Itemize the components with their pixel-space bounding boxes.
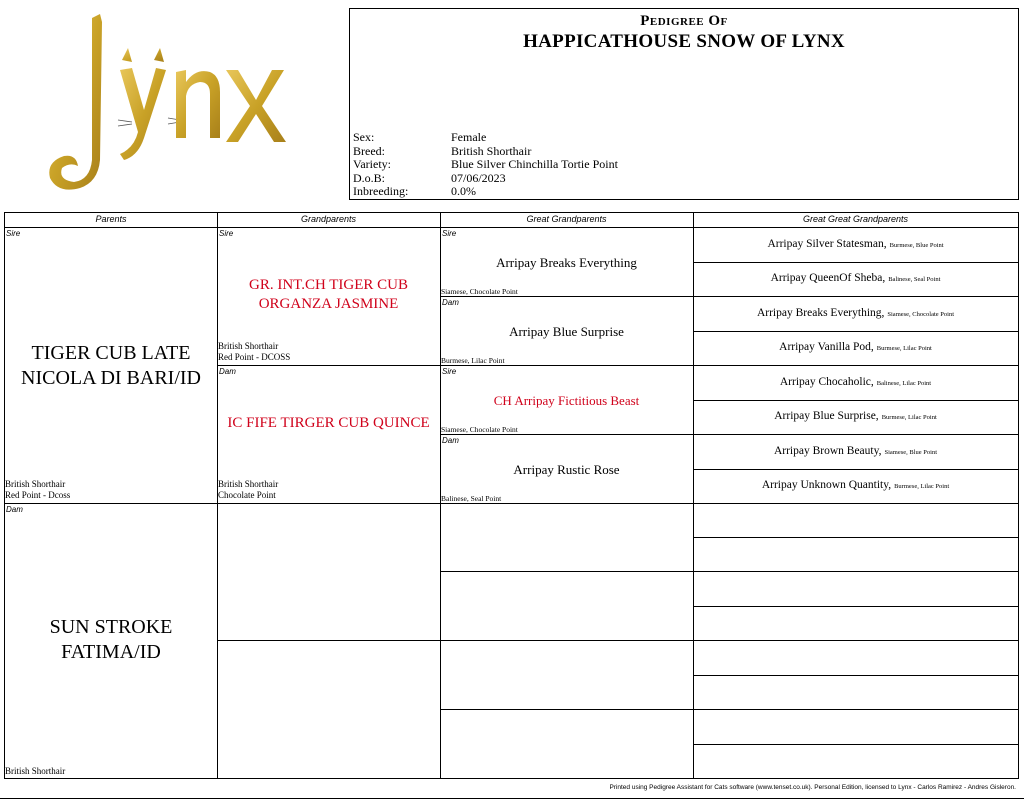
gggp-entry — [693, 376, 1018, 388]
row-divider — [693, 640, 1018, 641]
grandsire-name: GR. INT.CH TIGER CUB ORGANZA JASMINE — [248, 277, 409, 312]
row-divider — [693, 365, 1018, 366]
gggp-entry — [693, 238, 1018, 250]
print-footer: Printed using Pedigree Assistant for Cats software (www.tenset.co.uk). Personal Edition, licensed to Lynx - Carlos Ramirez - Andres Gisleron. — [609, 784, 1016, 791]
row-divider — [440, 434, 694, 435]
granddam-tag: Dam — [219, 367, 236, 376]
row-divider — [5, 503, 218, 504]
row-divider — [440, 365, 694, 366]
info-value: British Shorthair — [451, 143, 532, 158]
info-row-dob — [353, 172, 618, 186]
row-divider — [217, 365, 441, 366]
ggp-name: Arripay Rustic Rose — [513, 462, 620, 477]
dam-name: SUN STROKE FATIMA/ID — [49, 616, 173, 663]
info-value: 0.0% — [451, 184, 476, 199]
column-divider — [693, 213, 694, 778]
row-divider — [693, 503, 1018, 504]
row-divider — [440, 640, 694, 641]
info-value: Female — [451, 130, 487, 144]
gggp-name: Arripay Chocaholic, — [779, 376, 874, 388]
ggp-sire-tag: Sire — [442, 229, 457, 238]
sire-breed: British Shorthair — [5, 479, 66, 489]
gggp-name: Arripay Breaks Everything, — [756, 307, 885, 319]
row-divider — [693, 434, 1018, 435]
info-label: Sex: — [353, 130, 375, 144]
ggp-desc: Balinese, Seal Point — [441, 494, 502, 503]
row-divider — [440, 296, 694, 297]
row-divider — [693, 571, 1018, 572]
granddam-name: IC FIFE TIRGER CUB QUINCE — [227, 415, 430, 431]
ggp-name: Arripay Breaks Everything — [496, 255, 637, 270]
column-header-great-great-grandparents: Great Great Grandparents — [802, 214, 909, 224]
ggp-sire-tag: Sire — [442, 367, 457, 376]
gggp-desc: Siamese, Chocolate Point — [887, 311, 955, 318]
pedigree-grid — [4, 212, 1019, 779]
row-divider — [217, 640, 441, 641]
gggp-entry — [693, 307, 1018, 319]
info-row-inbreeding — [353, 185, 618, 199]
gggp-entry — [693, 479, 1018, 491]
gggp-name: Arripay Silver Statesman, — [767, 238, 887, 250]
row-divider — [693, 400, 1018, 401]
header-divider — [5, 227, 1018, 228]
bottom-rule — [0, 798, 1024, 799]
gggp-name: Arripay QueenOf Sheba, — [770, 272, 886, 284]
column-header-great-grandparents: Great Grandparents — [526, 214, 607, 224]
ggp-desc: Siamese, Chocolate Point — [441, 425, 518, 434]
gggp-desc: Burmese, Lilac Point — [876, 345, 932, 352]
row-divider — [693, 296, 1018, 297]
info-row-breed — [353, 145, 618, 159]
gggp-desc: Burmese, Blue Point — [889, 242, 944, 249]
row-divider — [693, 537, 1018, 538]
gggp-desc: Balinese, Seal Point — [888, 276, 941, 283]
row-divider — [693, 606, 1018, 607]
info-value: 07/06/2023 — [451, 170, 506, 185]
row-divider — [440, 709, 694, 710]
granddam-breed: British Shorthair — [218, 479, 279, 489]
pedigree-header — [349, 8, 1019, 200]
row-divider — [693, 709, 1018, 710]
lynx-logo — [40, 10, 290, 200]
gggp-desc: Burmese, Lilac Point — [894, 483, 950, 490]
row-divider — [440, 503, 694, 504]
sire-tag: Sire — [6, 229, 21, 238]
info-row-variety — [353, 158, 618, 172]
gggp-name: Arripay Blue Surprise, — [774, 410, 879, 422]
info-value: Blue Silver Chinchilla Tortie Point — [451, 157, 618, 172]
gggp-name: Arripay Brown Beauty, — [773, 445, 882, 457]
info-label: D.o.B: — [353, 170, 386, 185]
pedigree-of-label: Pedigree Of — [640, 13, 728, 29]
column-header-grandparents: Grandparents — [300, 214, 357, 224]
column-header-parents: Parents — [95, 214, 127, 224]
row-divider — [693, 331, 1018, 332]
info-label: Breed: — [353, 143, 385, 158]
grandsire-breed: British Shorthair — [218, 341, 279, 351]
cat-info — [353, 131, 618, 199]
info-row-sex — [353, 131, 618, 145]
gggp-desc: Siamese, Blue Point — [884, 449, 938, 456]
gggp-entry — [693, 445, 1018, 457]
cat-name: HAPPICATHOUSE SNOW OF LYNX — [523, 31, 845, 52]
gggp-entry — [693, 341, 1018, 353]
grandsire-variety: Red Point - DCOSS — [218, 352, 291, 362]
gggp-desc: Burmese, Lilac Point — [881, 414, 937, 421]
dam-tag: Dam — [6, 505, 23, 514]
dam-breed: British Shorthair — [5, 766, 66, 776]
row-divider — [693, 262, 1018, 263]
row-divider — [440, 571, 694, 572]
sire-name: TIGER CUB LATE NICOLA DI BARI/ID — [21, 342, 201, 389]
gggp-name: Arripay Vanilla Pod, — [779, 341, 874, 353]
ggp-dam-tag: Dam — [442, 298, 459, 307]
info-label: Variety: — [353, 157, 391, 172]
gggp-entry — [693, 272, 1018, 284]
sire-variety: Red Point - Dcoss — [5, 490, 71, 500]
gggp-entry — [693, 410, 1018, 422]
row-divider — [693, 744, 1018, 745]
ggp-desc: Burmese, Lilac Point — [441, 356, 505, 365]
ggp-desc: Siamese, Chocolate Point — [441, 287, 518, 296]
lynx-logo-graphic — [40, 10, 290, 200]
row-divider — [693, 675, 1018, 676]
info-label: Inbreeding: — [353, 184, 409, 199]
gggp-name: Arripay Unknown Quantity, — [761, 479, 892, 491]
ggp-dam-tag: Dam — [442, 436, 459, 445]
gggp-desc: Balinese, Lilac Point — [876, 380, 932, 387]
granddam-variety: Chocolate Point — [218, 490, 276, 500]
ggp-name: Arripay Blue Surprise — [509, 324, 624, 339]
row-divider — [693, 469, 1018, 470]
ggp-name: CH Arripay Fictitious Beast — [493, 393, 640, 408]
row-divider — [217, 503, 441, 504]
grandsire-tag: Sire — [219, 229, 234, 238]
